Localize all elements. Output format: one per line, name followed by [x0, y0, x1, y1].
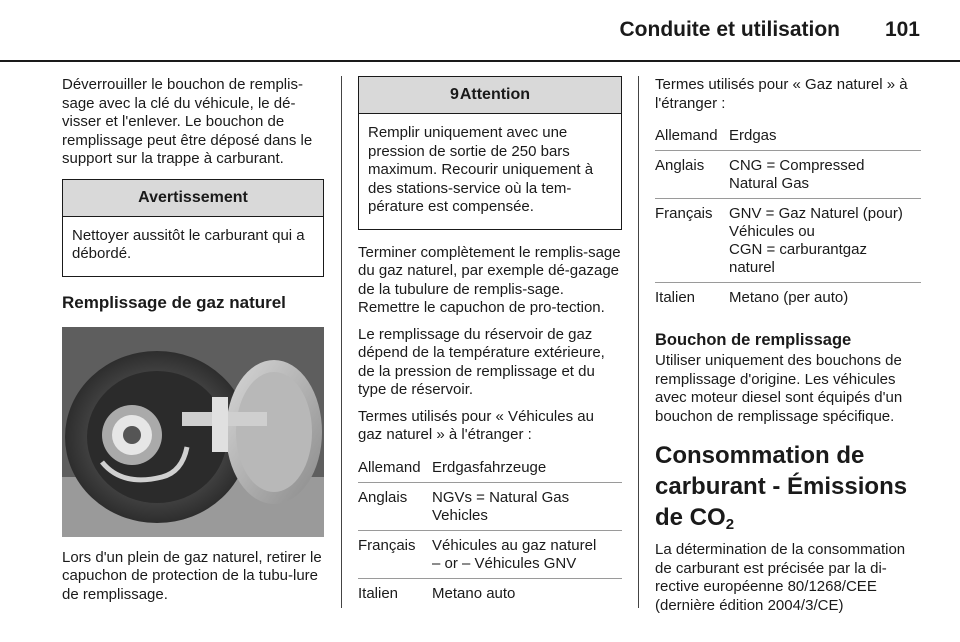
page-number: 101: [884, 18, 920, 41]
warning-triangle-icon: 9: [449, 86, 459, 103]
paragraph-unlock-cap: Déverrouiller le bouchon de remplis-sage avec la clé du véhicule, le dé-visser et l'enlever. Le bouchon de remplissage peut être déposé dans le support sur la trappe à carburant.: [62, 76, 313, 167]
section-heading-consumption: Consommation de carburant - Émissions de $CO_2$: [655, 442, 908, 533]
table-row: [358, 531, 622, 579]
term-language: Allemand: [655, 127, 718, 144]
column-1: [62, 76, 324, 612]
term-value: GNV = Gaz Naturel (pour) Véhicules ou CGN = carburantgaz naturel: [729, 205, 903, 276]
paragraph-vehicle-terms-intro: Termes utilisés pour « Véhicules au gaz naturel » à l'étranger :: [358, 407, 594, 443]
vehicle-terms-table: [358, 453, 622, 608]
table-row: [358, 453, 622, 483]
table-row: [655, 151, 921, 199]
term-value: Véhicules au gaz naturel – or – Véhicules GNV: [432, 536, 597, 572]
fuel-filler-photo: [62, 327, 324, 537]
section-heading-natural-gas: Remplissage de gaz naturel: [62, 292, 286, 312]
term-language: Italien: [358, 584, 399, 602]
term-value: NGVs = Natural Gas Vehicles: [432, 488, 570, 524]
term-language: Allemand: [358, 458, 421, 476]
table-row: [655, 121, 921, 151]
term-language: Français: [655, 205, 713, 222]
paragraph-tank-filling: Le remplissage du réservoir de gaz dépend de la température extérieure, de la pression de remplissage et du type de réservoir.: [358, 325, 605, 398]
paragraph-finish-filling: Terminer complètement le remplis-sage du gaz naturel, par exemple dé-gazage de la tubulure de remplis-sage. Remettre le capuchon de pro-tection.: [358, 243, 621, 316]
column-divider: [341, 76, 342, 608]
header-title: Conduite et utilisation: [619, 18, 840, 41]
table-row: [358, 483, 622, 531]
paragraph-filler-cap: Utiliser uniquement des bouchons de remplissage d'origine. Les véhicules avec moteur diesel sont équipés d'un bouchon de remplissage spécifique.: [655, 352, 903, 425]
fuel-filler-illustration: [62, 327, 324, 537]
column-2: [358, 76, 622, 618]
page-header: [0, 0, 960, 62]
term-language: Français: [358, 536, 416, 554]
warning-box-body: Nettoyer aussitôt le carburant qui a débordé.: [72, 226, 305, 262]
paragraph-gas-terms-intro: Termes utilisés pour « Gaz naturel » à l'étranger :: [655, 76, 908, 112]
paragraph-consumption: La détermination de la consommation de carburant est précisée par la di-rective européenne 80/1268/CEE (dernière édition 2004/3/CE): [655, 541, 906, 614]
gas-terms-table: [655, 121, 921, 312]
table-row: [655, 283, 921, 312]
term-language: Italien: [655, 289, 696, 306]
attention-box: [358, 76, 622, 230]
term-value: Erdgasfahrzeuge: [432, 458, 547, 476]
attention-box-body: Remplir uniquement avec une pression de sortie de 250 bars maximum. Recourir uniquement à des stations-service où la tem-pérature est compensée.: [368, 124, 594, 215]
table-row: [655, 199, 921, 283]
term-value: CNG = Compressed Natural Gas: [729, 157, 865, 192]
warning-box: [62, 179, 324, 277]
table-row: [358, 579, 622, 608]
header-rule: [0, 60, 960, 62]
term-value: Metano (per auto): [729, 289, 849, 306]
term-value: Metano auto: [432, 584, 516, 602]
column-3: [655, 76, 921, 623]
attention-box-title: 9Attention: [359, 77, 621, 114]
term-language: Anglais: [655, 157, 705, 174]
paragraph-remove-cap: Lors d'un plein de gaz naturel, retirer le capuchon de protection de la tubu-lure de remplissage.: [62, 548, 322, 603]
section-heading-filler-cap: Bouchon de remplissage: [655, 331, 852, 349]
warning-box-title: Avertissement: [63, 180, 323, 217]
term-language: Anglais: [358, 488, 408, 506]
term-value: Erdgas: [729, 127, 777, 144]
column-divider: [638, 76, 639, 608]
